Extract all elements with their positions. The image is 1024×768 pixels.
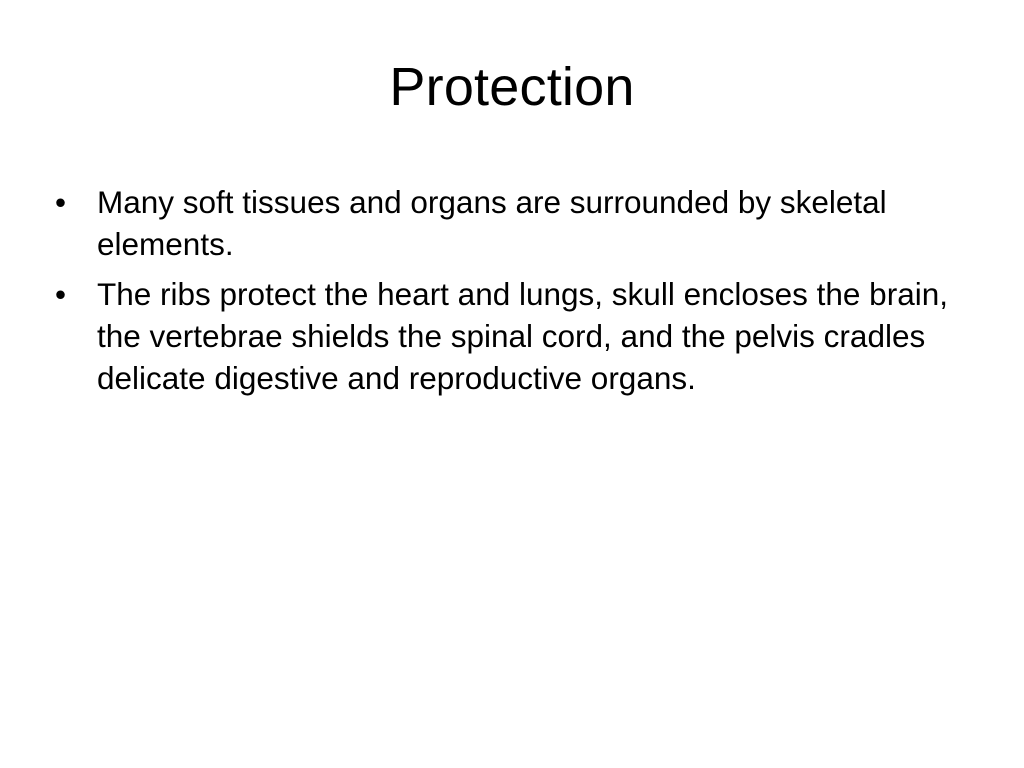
bullet-point-icon: • <box>55 184 67 220</box>
list-item-text: The ribs protect the heart and lungs, skull encloses the brain, the vertebrae shields the spinal cord, and the pelvis cradles delicate digestive and reproductive organs. <box>97 275 948 396</box>
list-item <box>55 274 965 400</box>
list-item <box>55 182 965 266</box>
list-item-text: Many soft tissues and organs are surrounded by skeletal elements. <box>97 184 887 262</box>
bullet-point-icon: • <box>55 275 67 312</box>
slide-body <box>55 182 965 407</box>
page-title: Protection <box>389 57 635 117</box>
bullet-list <box>55 182 965 399</box>
